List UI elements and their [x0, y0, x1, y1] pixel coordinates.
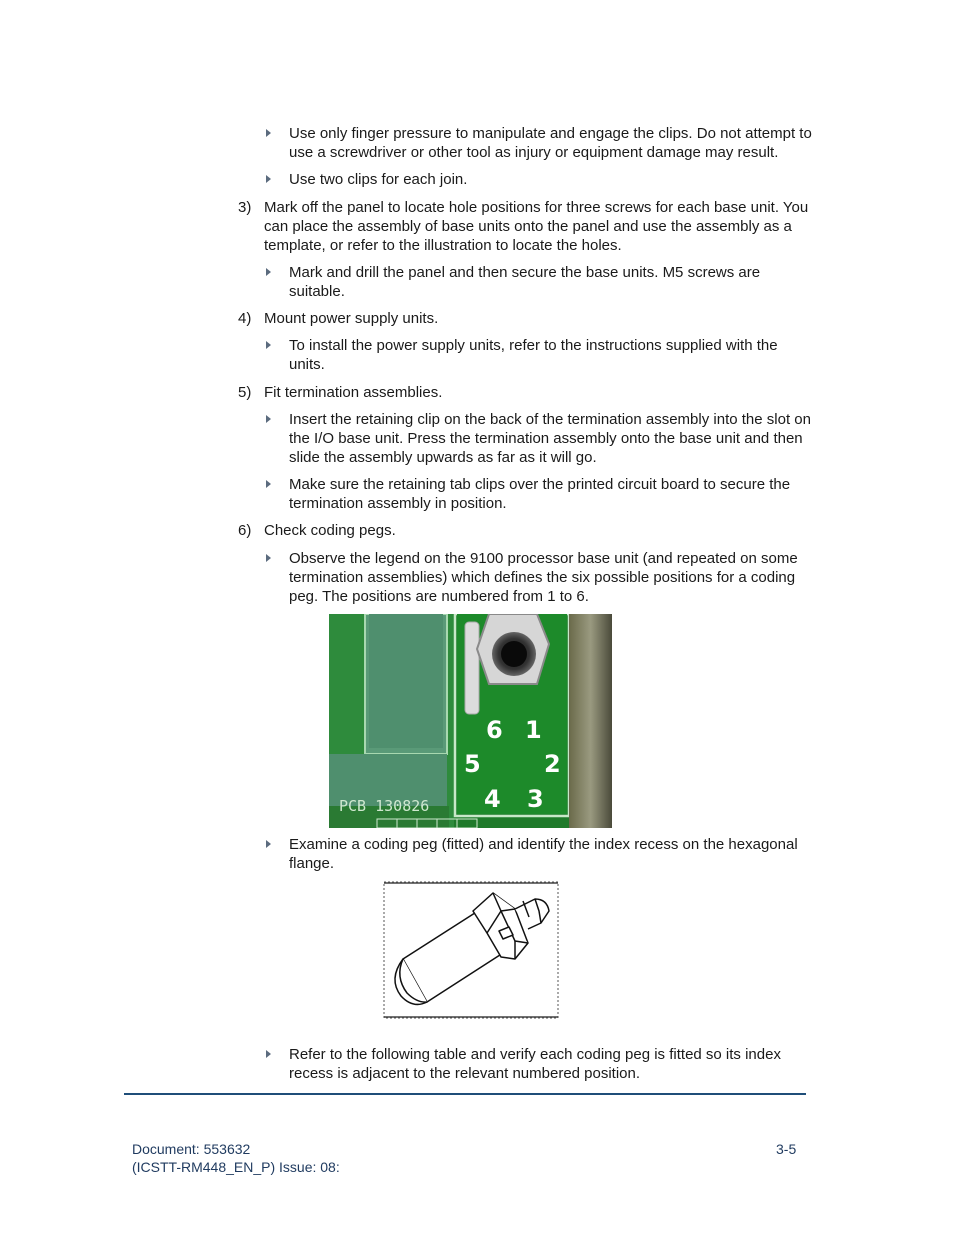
- step-text: Fit termination assemblies.: [264, 384, 443, 401]
- triangle-bullet-icon: [266, 175, 271, 183]
- position-label: 6: [486, 716, 503, 744]
- step-text: Check coding pegs.: [264, 522, 396, 539]
- step-text: Mount power supply units.: [264, 310, 439, 327]
- triangle-bullet-icon: [266, 341, 271, 349]
- pcb-board-label: PCB 130826: [339, 797, 430, 815]
- triangle-bullet-icon: [266, 415, 271, 423]
- step-number: 6): [238, 522, 252, 539]
- triangle-bullet-icon: [266, 1050, 271, 1058]
- pcb-coding-legend-photo: [329, 614, 612, 828]
- bullet-text: Examine a coding peg (fitted) and identify the index recess on the hexagonal flange.: [289, 836, 798, 872]
- step-number: 5): [238, 384, 252, 401]
- bullet-text: Use two clips for each join.: [289, 171, 468, 188]
- triangle-bullet-icon: [266, 480, 271, 488]
- triangle-bullet-icon: [266, 554, 271, 562]
- step-text: Mark off the panel to locate hole positions for three screws for each base unit. You can place the assembly of base units onto the panel and use the assembly as a template, or refer to the illustration to locate the holes.: [264, 199, 809, 254]
- bullet-text: Use only finger pressure to manipulate and engage the clips. Do not attempt to use a screwdriver or other tool as injury or equipment damage may result.: [289, 125, 812, 161]
- footer-issue: (ICSTT-RM448_EN_P) Issue: 08:: [132, 1159, 340, 1175]
- position-label: 5: [464, 750, 481, 778]
- bullet-text: Mark and drill the panel and then secure the base units. M5 screws are suitable.: [289, 264, 761, 300]
- footer-page-number: 3-5: [776, 1141, 797, 1157]
- bullet-text: Refer to the following table and verify each coding peg is fitted so its index recess is adjacent to the relevant numbered position.: [289, 1046, 781, 1082]
- position-label: 1: [525, 716, 542, 744]
- footer-document-number: Document: 553632: [132, 1141, 251, 1157]
- bullet-text: To install the power supply units, refer to the instructions supplied with the units.: [289, 337, 778, 373]
- position-label: 2: [544, 750, 561, 778]
- bullet-text: Make sure the retaining tab clips over the printed circuit board to secure the termination assembly in position.: [289, 476, 791, 512]
- triangle-bullet-icon: [266, 129, 271, 137]
- coding-peg-drawing: [383, 881, 559, 1019]
- bullet-text: Insert the retaining clip on the back of the termination assembly into the slot on the I/O base unit. Press the termination assembly onto the base unit and then slide the assembly upwards as far as it will go.: [289, 411, 811, 466]
- footer-divider: [124, 1093, 806, 1095]
- pcb-photo-graphic: [329, 614, 612, 828]
- step-number: 3): [238, 199, 252, 216]
- bullet-text: Observe the legend on the 9100 processor base unit (and repeated on some termination assemblies) which defines the six possible positions for a coding peg. The positions are numbered from 1 to 6.: [289, 550, 798, 605]
- triangle-bullet-icon: [266, 840, 271, 848]
- step-number: 4): [238, 310, 252, 327]
- position-label: 3: [527, 785, 544, 813]
- position-label: 4: [484, 785, 501, 813]
- triangle-bullet-icon: [266, 268, 271, 276]
- coding-peg-illustration: [383, 881, 559, 1019]
